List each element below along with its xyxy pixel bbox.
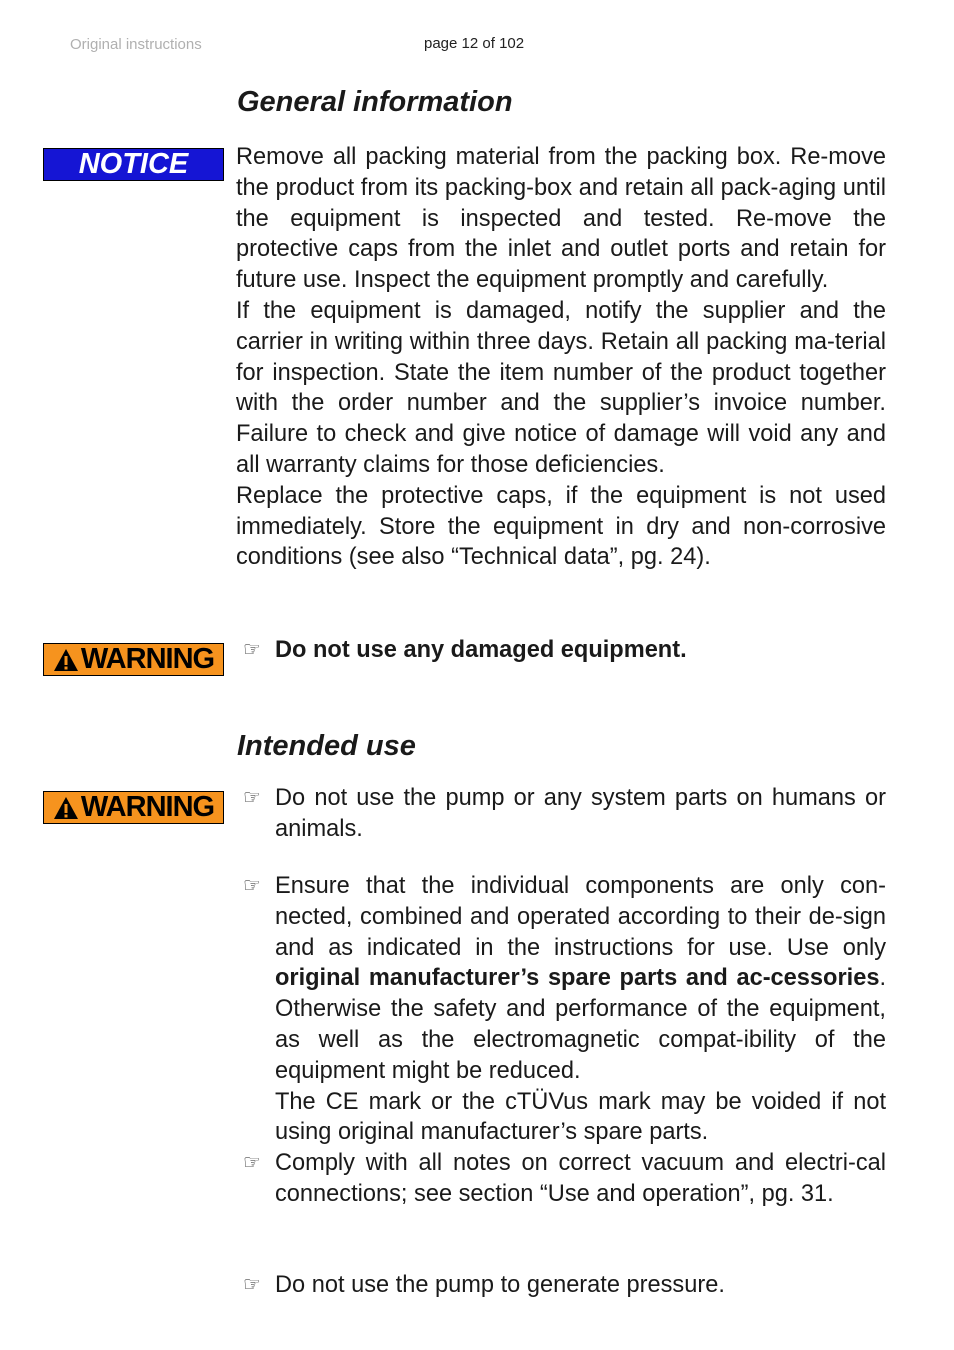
section-title-intended-use: Intended use (237, 730, 416, 762)
pointing-hand-icon: ☞ (243, 1274, 261, 1296)
bullet-no-pressure (243, 1270, 886, 1301)
bullet-text: Comply with all notes on correct vacuum and electri-cal connections; see section “Use and operation”, pg. 31. (275, 1150, 886, 1207)
bold-emphasis: original manufacturer’s spare parts and ac-cessories (275, 965, 880, 992)
bullet-text (275, 871, 886, 1148)
warning-badge (43, 791, 224, 824)
paragraph: Remove all packing material from the packing box. Re-move the product from its packing-box and retain all pack-aging until the equipment is inspected and tested. Re-move the protective caps from the inlet and outlet ports and retain for future use. Inspect the equipment promptly and carefully. (236, 144, 886, 294)
bullet-components (243, 871, 886, 1148)
notice-label: NOTICE (78, 148, 189, 180)
pointing-hand-icon: ☞ (243, 875, 261, 897)
pointing-hand-icon: ☞ (243, 639, 261, 661)
warning-label: WARNING (80, 643, 215, 675)
notice-badge (43, 148, 224, 181)
paragraph: If the equipment is damaged, notify the supplier and the carrier in writing within three days. Retain all packing ma-terial for inspection. State the item number of the product together with the order number and the supplier’s invoice number. Failure to check and give notice of damage will void any and all warranty claims for those deficiencies. (236, 297, 886, 478)
bullet-text: Do not use the pump to generate pressure. (275, 1272, 725, 1298)
page-header-left: Original instructions (70, 36, 202, 53)
warning-triangle-icon (53, 796, 79, 820)
pointing-hand-icon: ☞ (243, 1152, 261, 1174)
bullet-note: The CE mark or the cTÜVus mark may be voided if not using original manufacturer’s spare parts. (275, 1088, 886, 1146)
bullet-text: Do not use the pump or any system parts on humans or animals. (275, 785, 886, 842)
general-info-text (236, 142, 886, 573)
page-number: page 12 of 102 (424, 35, 525, 52)
warning-badge (43, 643, 224, 676)
warning-bullet-damaged (243, 635, 886, 666)
bullet-vacuum-electrical (243, 1148, 886, 1210)
section-title-general-information: General information (237, 86, 513, 118)
paragraph: Replace the protective caps, if the equipment is not used immediately. Store the equipment in dry and non-corrosive conditions (see also “Technical data”, pg. 24). (236, 482, 886, 571)
bullet-paragraph: Ensure that the individual components are only con-nected, combined and operated according to their de-sign and as indicated in the instructions for use. Use only original manufacturer’s spare parts and ac-cessories. Otherwise the safety and performance of the equipment, as well as the electromagnetic compat-ibility of the equipment might be reduced. (275, 873, 886, 1084)
warning-triangle-icon (53, 648, 79, 672)
pointing-hand-icon: ☞ (243, 787, 261, 809)
bullet-humans-animals (243, 783, 886, 845)
warning-text: Do not use any damaged equipment. (275, 637, 687, 663)
warning-label: WARNING (80, 791, 215, 823)
